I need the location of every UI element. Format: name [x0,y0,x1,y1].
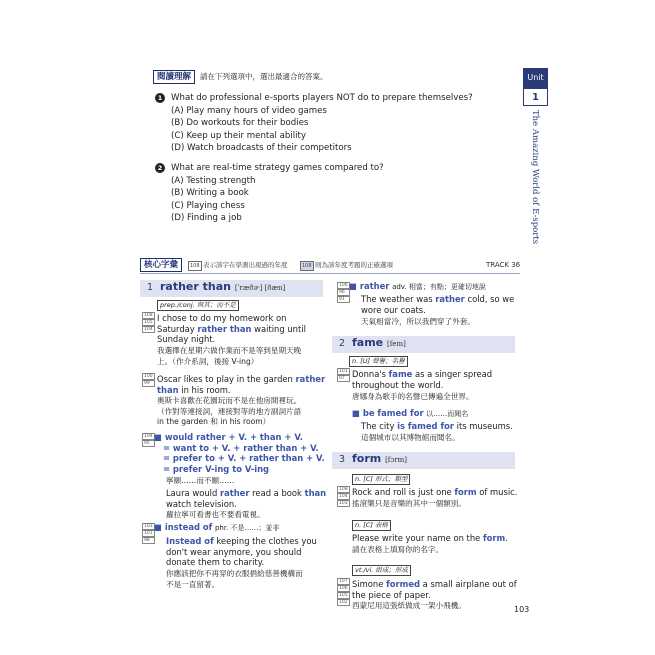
pos-tag: n. [C] 形式；類型 [352,474,410,485]
example-translation: 這個城市以其博物館而聞名。 [361,433,460,442]
year-markers: 101 97 [339,369,348,381]
year-markers: 108 105 104 [144,313,153,332]
word-number: 3 [339,454,346,465]
track-number[interactable]: TRACK 36 [486,261,521,269]
example-translation: 唐娜身為歌手的名聲已傳遍全世界。 [352,392,474,401]
headword: fame [fem] [352,336,406,349]
example-sentence: Laura would rather read a book than watch television. [166,488,327,509]
question-2: What are real-time strategy games compared to? [171,163,384,173]
example-sentence: Rock and roll is just one form of music. [352,487,518,497]
example-sentence: Simone formed a small airplane out of the piece of paper. [352,579,517,600]
word-band-form [332,452,515,469]
pos-tag: n. [U] 聲譽；名譽 [349,356,408,367]
legend-year-box: 108 [190,263,200,269]
reading-comprehension-label: 閱讀理解 [153,70,195,84]
question-1: What do professional e-sports players NOT do to prepare themselves? [171,93,473,103]
pos-tag: n. [C] 表格 [352,520,391,531]
year-markers: 100 99 [144,374,153,386]
question-number-1: 1 [155,93,165,103]
q2-option-b[interactable]: (B) Writing a book [171,188,249,198]
unit-label: Unit [523,68,548,88]
core-vocab-label: 核心字彙 [140,258,182,272]
headword: form [fɔrm] [352,452,408,465]
q2-option-a[interactable]: (A) Testing strength [171,175,256,186]
q1-option-b[interactable]: (B) Do workouts for their bodies [171,118,309,128]
phrase-be-famed-for: ■ be famed for 以……而聞名 [352,408,469,418]
example-translation: 你應該把你不再穿的衣服捐給慈善機構而 不是一直留著。 [166,569,303,589]
word-band-fame [332,336,515,353]
example-translation: 搖滾樂只是音樂的其中一個類別。 [352,499,466,508]
q2-option-c[interactable]: (C) Playing chess [171,200,245,211]
year-markers: 106 96 91 [339,283,348,302]
example-translation: 蘿拉寧可看書也不要看電視。 [166,510,265,519]
q1-option-c[interactable]: (C) Keep up their mental ability [171,130,306,141]
header-divider [140,273,520,274]
q2-option-d[interactable]: (D) Finding a job [171,213,242,223]
pos-tag: prep./conj. 與其；而不是 [157,300,239,311]
pos-tag: vt./vi. 組成；形成 [352,565,411,576]
page-number: 103 [514,605,530,614]
example-sentence: Oscar likes to play in the garden rather than in his room. [157,374,326,395]
q1-option-d[interactable]: (D) Watch broadcasts of their competitors [171,143,352,153]
word-number: 2 [339,338,346,349]
pattern-translation: 寧願……而不願…… [166,476,235,485]
example-translation: 西蒙尼用這張紙做成一架小飛機。 [352,601,466,610]
example-translation: 天氣相當冷，所以我們穿了外套。 [361,317,475,326]
headword: rather than [ˈræðɚ] [ðæn] [160,280,286,293]
example-translation: 請在表格上填寫你的名字。 [352,545,444,554]
year-markers: 104 95 [144,434,153,446]
reading-instruction: 請在下列選項中，選出最適合的答案。 [200,72,328,81]
example-sentence: Please write your name on the form. [352,533,508,543]
usage-pattern: ■ would rather + V. + than + V. = want to + V. + rather than + V. = prefer to + V. + rather than + V. = prefer V-ing to V-ing [154,432,325,474]
example-translation: 奧斯卡喜歡在花園玩而不是在他房間裡玩。 （作對等連接詞，連接對等的地方副詞片語 in the garden 和 in his room） [157,396,302,427]
unit-number: 1 [523,88,548,106]
q1-option-a[interactable]: (A) Play many hours of video games [171,105,327,116]
year-markers: 107 106 105 102 [339,579,348,605]
word-number: 1 [147,282,154,293]
word-band-rather-than [140,280,323,297]
example-sentence: Instead of keeping the clothes you don't wear anymore, you should donate them to charity. [166,536,317,568]
unit-title-vertical: The Amazing World of E-sports [530,110,540,245]
example-sentence: The weather was rather cold, so we wore our coats. [361,294,515,315]
example-sentence: The city is famed for its museums. [361,421,513,431]
phrase-rather-adv: ■ rather adv. 相當；有點；更確切地說 [349,281,486,291]
question-number-2: 2 [155,163,165,173]
example-translation: 我選擇在星期六做作業而不是等到星期天晚 上。（作介系詞，後接 V-ing） [157,346,302,366]
year-markers: 108 104 103 [339,487,348,506]
legend-year-text: 表示該字在學測出現過的年度 [203,261,288,269]
example-sentence: I chose to do my homework on Saturday rather than waiting until Sunday night. [157,313,306,345]
example-sentence: Donna's fame as a singer spread throughout the world. [352,369,493,390]
phrase-instead-of: ■ instead of phr. 不是……；並非 [154,522,280,532]
year-markers: 103 101 98 [144,524,153,543]
legend-answer-box: 108 [302,263,312,269]
legend-answer-text: 則為該年度考題的正確選項 [315,261,393,269]
